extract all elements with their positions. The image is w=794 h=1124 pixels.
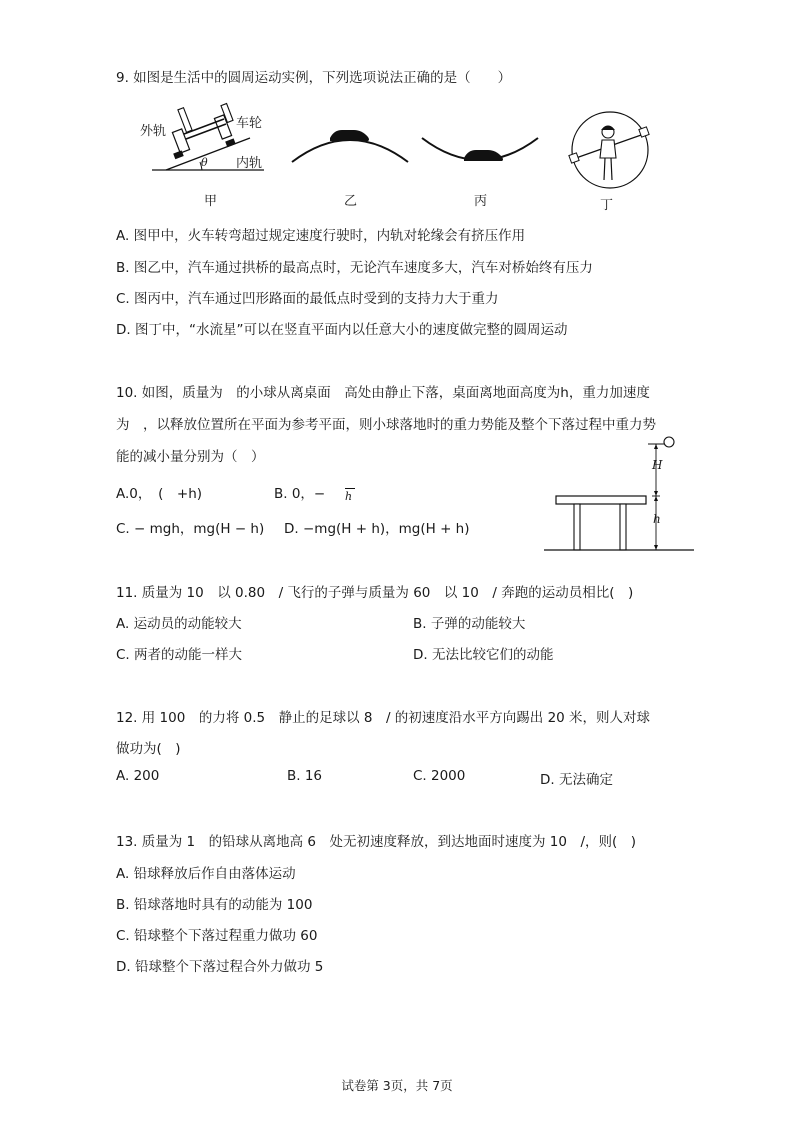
q13-stem: 13. 质量为 1 的铅球从离地高 6 处无初速度释放，到达地面时速度为 10 /，则( ) xyxy=(116,834,637,850)
figure-label-h: h xyxy=(653,512,661,526)
figure-table-ball xyxy=(544,434,694,552)
caption-bing: 丙 xyxy=(474,194,488,209)
q12-option-d: D. 无法确定 xyxy=(540,772,613,788)
page-footer: 试卷第 3页，共 7页 xyxy=(341,1078,453,1093)
q9-option-d: D. 图丁中，“水流星”可以在竖直平面内以任意大小的速度做完整的圆周运动 xyxy=(116,322,568,338)
q11-option-c: C. 两者的动能一样大 xyxy=(116,647,243,663)
q12-option-a: A. 200 xyxy=(116,768,160,784)
q12-option-b: B. 16 xyxy=(287,768,323,784)
q9-option-c: C. 图丙中，汽车通过凹形路面的最低点时受到的支持力大于重力 xyxy=(116,291,499,307)
figure-yi-arch-bridge xyxy=(290,118,410,168)
q10-stem-line-3: 能的减小量分别为（ ） xyxy=(116,449,265,465)
q10-option-b: B. 0，− xyxy=(274,486,326,502)
figure-label-H: H xyxy=(652,458,663,472)
q9-option-b: B. 图乙中，汽车通过拱桥的最高点时，无论汽车速度多大，汽车对桥始终有压力 xyxy=(116,260,593,276)
q10-stem-line-1: 10. 如图，质量为 的小球从离桌面 高处由静止下落，桌面离地面高度为h，重力加速度 xyxy=(116,385,650,401)
label-theta: θ xyxy=(201,156,208,169)
q11-option-a: A. 运动员的动能较大 xyxy=(116,616,242,632)
figure-ding-water-meteor xyxy=(568,108,652,192)
q13-option-a: A. 铅球释放后作自由落体运动 xyxy=(116,866,296,882)
q10-option-d: D. −mg(H + h)，mg(H + h) xyxy=(284,521,470,537)
caption-ding: 丁 xyxy=(600,198,614,213)
q12-stem-line-2: 做功为( ) xyxy=(116,741,181,757)
q10-option-b-fraction: h xyxy=(345,488,355,503)
q11-option-b: B. 子弹的动能较大 xyxy=(413,616,526,632)
q13-option-c: C. 铅球整个下落过程重力做功 60 xyxy=(116,928,318,944)
caption-yi: 乙 xyxy=(344,194,358,209)
q10-stem-line-2: 为 ，以释放位置所在平面为参考平面，则小球落地时的重力势能及整个下落过程中重力势 xyxy=(116,417,656,433)
q10-option-c: C. − mgh，mg(H − h) xyxy=(116,521,265,537)
caption-jia: 甲 xyxy=(204,194,218,209)
q10-option-a: A.0， ( +h) xyxy=(116,486,203,502)
q9-option-a: A. 图甲中，火车转弯超过规定速度行驶时，内轨对轮缘会有挤压作用 xyxy=(116,228,526,244)
figure-bing-concave-road xyxy=(420,134,540,170)
q13-option-b: B. 铅球落地时具有的动能为 100 xyxy=(116,897,313,913)
label-inner-rail: 内轨 xyxy=(236,156,263,171)
q11-stem: 11. 质量为 10 以 0.80 / 飞行的子弹与质量为 60 以 10 / 奔跑的运动员相比( ) xyxy=(116,585,634,601)
label-outer-rail: 外轨 xyxy=(140,124,167,139)
q9-stem: 9. 如图是生活中的圆周运动实例，下列选项说法正确的是（ ） xyxy=(116,70,512,86)
q12-option-c: C. 2000 xyxy=(413,768,466,784)
q11-option-d: D. 无法比较它们的动能 xyxy=(413,647,554,663)
q13-option-d: D. 铅球整个下落过程合外力做功 5 xyxy=(116,959,324,975)
q12-stem-line-1: 12. 用 100 的力将 0.5 静止的足球以 8 / 的初速度沿水平方向踢出 20 米，则人对球 xyxy=(116,710,651,726)
label-wheel: 车轮 xyxy=(236,116,263,131)
